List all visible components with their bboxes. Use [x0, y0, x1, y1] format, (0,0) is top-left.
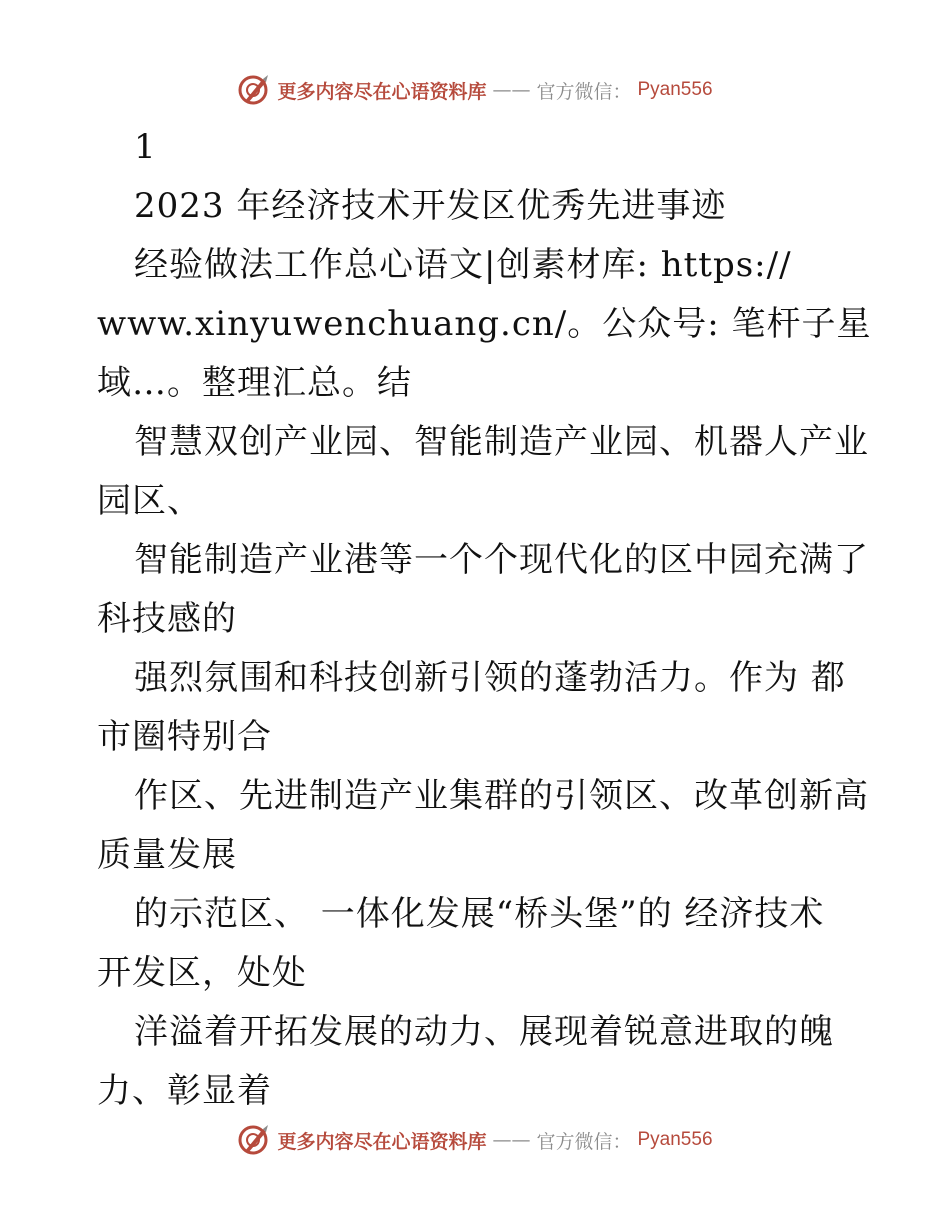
footer-banner-title: 更多内容尽在心语资料库 [277, 1130, 487, 1153]
body-line: 2023 年经济技术开发区优秀先进事迹 [134, 186, 727, 226]
footer-banner [0, 1120, 950, 1160]
body-line: 作区、先进制造产业集群的引领区、改革创新高 [134, 776, 869, 816]
header-banner-wechat-id: Pyan556 [637, 79, 713, 100]
brand-logo-icon [237, 1123, 271, 1157]
body-line: 科技感的 [97, 599, 237, 639]
body-line: 力、彰显着 [97, 1071, 272, 1111]
body-line: 智能制造产业港等一个个现代化的区中园充满了 [134, 540, 869, 580]
body-line: 的示范区、 一体化发展“桥头堡”的 经济技术 [134, 894, 825, 934]
body-line: 经验做法工作总心语文|创素材库: https:// [134, 245, 792, 285]
footer-banner-dash: —— [492, 1129, 531, 1151]
body-line: 域…。整理汇总。结 [97, 363, 412, 403]
footer-banner-wechat-label: 官方微信： [536, 1130, 632, 1153]
body-line: 市圈特别合 [97, 717, 272, 757]
body-line: 开发区，处处 [97, 953, 307, 993]
footer-banner-wechat-id: Pyan556 [637, 1129, 713, 1150]
brand-logo-icon [237, 73, 271, 107]
body-line: www.xinyuwenchuang.cn/。公众号: 笔杆子星 [97, 304, 872, 344]
header-banner [0, 70, 950, 110]
page-number: 1 [134, 127, 157, 167]
body-line: 质量发展 [97, 835, 237, 875]
body-line: 强烈氛围和科技创新引领的蓬勃活力。作为 都 [134, 658, 846, 698]
body-line: 洋溢着开拓发展的动力、展现着锐意进取的魄 [134, 1012, 834, 1052]
body-line: 园区、 [97, 481, 202, 521]
header-banner-title: 更多内容尽在心语资料库 [277, 80, 487, 103]
header-banner-wechat-label: 官方微信： [536, 80, 632, 103]
header-banner-dash: —— [492, 79, 531, 101]
body-line: 智慧双创产业园、智能制造产业园、机器人产业 [134, 422, 869, 462]
